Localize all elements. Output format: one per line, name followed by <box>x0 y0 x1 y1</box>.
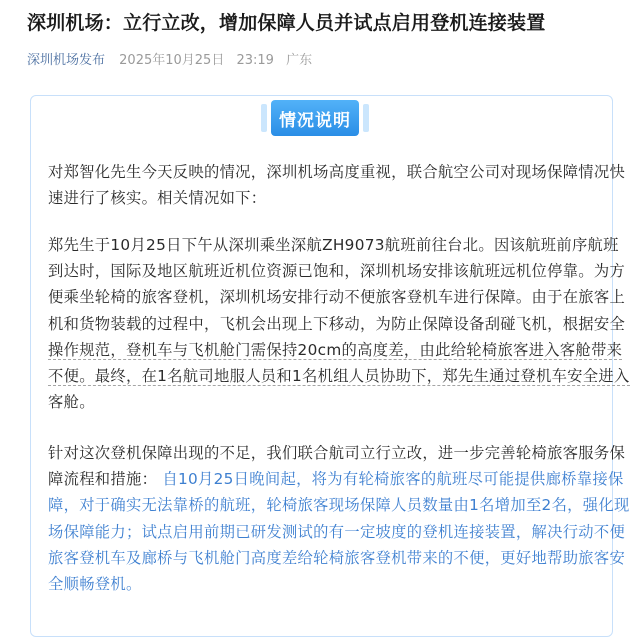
text-line: 对郑智化先生今天反映的情况，深圳机场高度重视，联合航空公司对现场保障情况快 <box>48 163 626 181</box>
highlighted-text: 自10月25日晚间起，将为有轮椅旅客的航班尽可能提供廊桥靠接保 <box>162 470 624 489</box>
text-line: 机和货物装载的过程中，飞机会出现上下移动，为防止保障设备刮碰飞机，根据安全 <box>48 314 626 333</box>
highlighted-line: 场保障能力；试点启用前期已研发测试的有一定坡度的登机连接装置，解决行动不便 <box>48 522 626 541</box>
highlighted-line: 旅客登机车及廊桥与飞机舱门高度差给轮椅旅客登机带来的不便，更好地帮助旅客安 <box>48 548 626 567</box>
highlighted-line: 全顺畅登机。 <box>48 575 142 594</box>
text-line: 客舱。 <box>48 393 95 412</box>
text-line <box>48 466 624 492</box>
paragraph-measures <box>48 440 630 597</box>
highlighted-line: 障，对于确实无法靠桥的航班，轮椅旅客现场保障人员数量由1名增加至2名，强化现 <box>48 496 630 515</box>
text-segment: 障流程和措施： <box>48 470 158 489</box>
article-meta <box>27 49 312 68</box>
publish-time: 23:19 <box>236 53 274 68</box>
publish-date: 2025年10月25日 <box>119 53 225 68</box>
text-line: 便乘坐轮椅的旅客登机，深圳机场安排行动不便旅客登机车进行保障。由于在旅客上 <box>48 288 626 307</box>
text-line: 到达时，国际及地区航班近机位资源已饱和，深圳机场安排该航班远机位停靠。为方 <box>48 262 626 281</box>
source-account-link[interactable]: 深圳机场发布 <box>27 53 106 68</box>
statement-badge: 情况说明 <box>271 100 359 136</box>
paragraph-details <box>48 232 630 415</box>
publish-location: 广东 <box>286 53 313 68</box>
article-title: 深圳机场：立行立改，增加保障人员并试点启用登机连接装置 <box>27 12 546 34</box>
text-line <box>48 363 630 389</box>
text-line <box>48 337 623 363</box>
paragraph-intro <box>48 159 626 211</box>
text-segment: 操作规范，登机车与飞机舱门需保持20cm的高度差，由此给轮椅旅客进入客舱带来 <box>48 340 623 359</box>
text-line: 速进行了核实。相关情况如下： <box>48 189 267 208</box>
text-segment: 不便。最终，在1名航司地服人员和1名机组人员协助下，郑先生通过登机车安全进入 <box>48 367 630 386</box>
text-line: 针对这次登机保障出现的不足，我们联合航司立行立改，进一步完善轮椅旅客服务保 <box>48 444 626 462</box>
text-line: 郑先生于10月25日下午从深圳乘坐深航ZH9073航班前往台北。因该航班前序航班 <box>48 236 619 254</box>
